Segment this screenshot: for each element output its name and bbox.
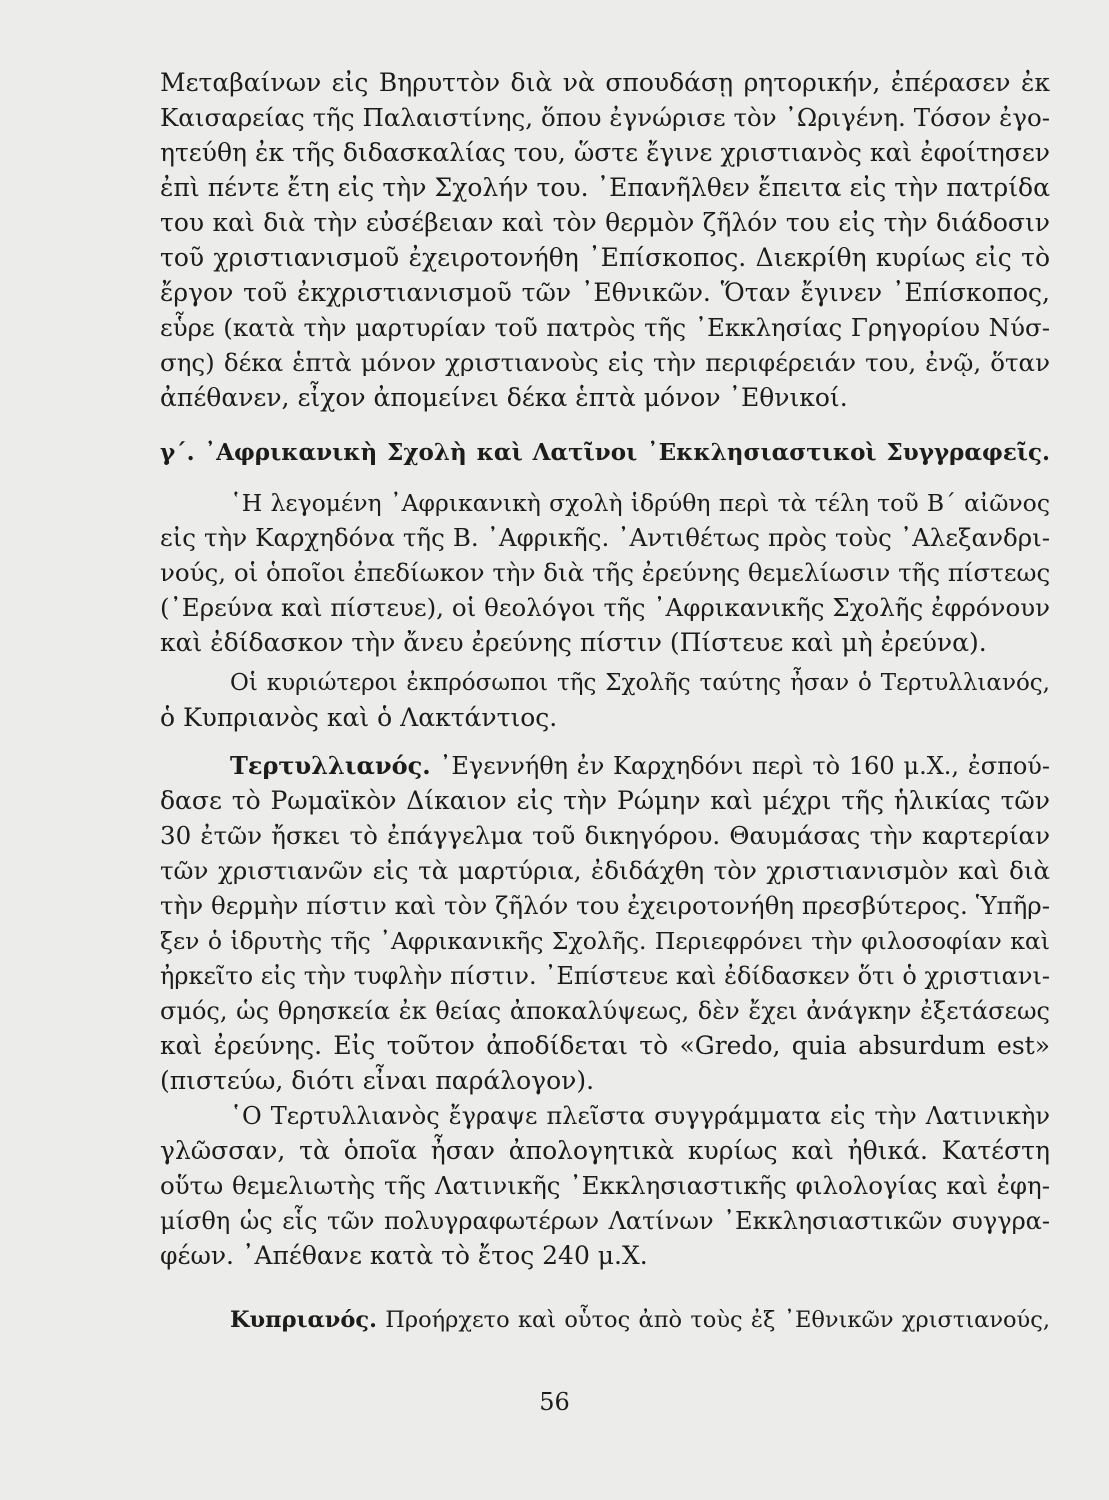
text-line: Μεταβαίνων εἰς Βηρυττὸν διὰ νὰ σπουδάσῃ ρητορικήν, ἐπέρασεν ἐκ (160, 68, 1050, 97)
section-heading: γ΄. ᾿Αφρικανικὴ Σχολὴ καὶ Λατῖνοι ᾿Εκκλησιαστικοὶ Συγγραφεῖς. (160, 439, 1050, 466)
text-line: μίσθη ὡς εἷς τῶν πολυγραφωτέρων Λατίνων ᾿Εκκλησιαστικῶν συγγρα- (160, 1207, 1050, 1235)
text-line: τῶν χριστιανῶν εἰς τὰ μαρτύρια, ἐδιδάχθη τὸν χριστιανισμὸν καὶ διὰ (160, 856, 1050, 885)
text-line: καὶ ἐδίδασκον τὴν ἄνευ ἐρεύνης πίστιν (Πίστευε καὶ μὴ ἐρεύνα). (160, 628, 987, 657)
text-line: τοῦ χριστιανισμοῦ ἐχειροτονήθη ᾿Επίσκοπος. Διεκρίθη κυρίως εἰς τὸ (160, 243, 1050, 272)
text-line: του καὶ διὰ τὴν εὐσέβειαν καὶ τὸν θερμὸν ζῆλόν του εἰς τὴν διάδοσιν (160, 208, 1050, 237)
text-line: νούς, οἱ ὁποῖοι ἐπεδίωκον τὴν διὰ τῆς ἐρεύνης θεμελίωσιν τῆς πίστεως (160, 558, 1051, 587)
text-line (230, 1305, 1050, 1335)
text-line: Οἱ κυριώτεροι ἐκπρόσωποι τῆς Σχολῆς ταύτης ἦσαν ὁ Τερτυλλιανός, (230, 670, 1050, 696)
text-line: Καισαρείας τῆς Παλαιστίνης, ὅπου ἐγνώρισε τὸν ᾿Ωριγένη. Τόσον ἐγο- (160, 103, 1050, 132)
text-line: ῾Ο Τερτυλλιανὸς ἔγραψε πλεῖστα συγγράμματα εἰς τὴν Λατινικὴν (230, 1102, 1050, 1130)
text-line: ὁ Κυπριανὸς καὶ ὁ Λακτάντιος. (160, 703, 558, 732)
text-line: ῾Η λεγομένη ᾿Αφρικανικὴ σχολὴ ἱδρύθη περὶ τὰ τέλη τοῦ Β΄ αἰῶνος (230, 489, 1050, 517)
text-line: ἠρκεῖτο εἰς τὴν τυφλὴν πίστιν. ᾿Επίστευε καὶ ἐδίδασκεν ὅτι ὁ χριστιανι- (160, 962, 1050, 990)
entry-name-cyprian: Κυπριανός. (230, 1307, 377, 1333)
text-line: γλῶσσαν, τὰ ὁποῖα ἦσαν ἀπολογητικὰ κυρίως καὶ ἠθικά. Κατέστη (160, 1136, 1050, 1165)
text-line: 30 ἐτῶν ἤσκει τὸ ἐπάγγελμα τοῦ δικηγόρου. Θαυμάσας τὴν καρτερίαν (160, 821, 1050, 850)
text-line: ξεν ὁ ἱδρυτὴς τῆς ᾿Αφρικανικῆς Σχολῆς. Περιεφρόνει τὴν φιλοσοφίαν καὶ (160, 927, 1050, 955)
text-span: Προήρχετο καὶ οὗτος ἀπὸ τοὺς ἐξ ᾿Εθνικῶν χριστιανούς, (376, 1307, 1050, 1333)
text-line: ἔργον τοῦ ἐκχριστιανισμοῦ τῶν ᾿Εθνικῶν. Ὅταν ἔγινεν ᾿Επίσκοπος, (160, 278, 1050, 307)
text-line: οὕτω θεμελιωτὴς τῆς Λατινικῆς ᾿Εκκλησιαστικῆς φιλολογίας καὶ ἐφη- (160, 1171, 1050, 1200)
entry-name-tertullian: Τερτυλλιανός. (230, 751, 431, 780)
text-line: ἐπὶ πέντε ἔτη εἰς τὴν Σχολήν του. ᾿Επανῆλθεν ἔπειτα εἰς τὴν πατρίδα (160, 173, 1050, 202)
text-line: φέων. ᾿Απέθανε κατὰ τὸ ἔτος 240 μ.Χ. (160, 1241, 648, 1270)
text-line: τὴν θερμὴν πίστιν καὶ τὸν ζῆλόν του ἐχειροτονήθη πρεσβύτερος. Ὑπῆρ- (160, 891, 1050, 920)
text-line: καὶ ἐρεύνης. Εἰς τοῦτον ἀποδίδεται τὸ «Gredo, quia absurdum est» (160, 1031, 1050, 1060)
page-number: 56 (539, 1388, 570, 1416)
text-line: (᾿Ερεύνα καὶ πίστευε), οἱ θεολόγοι τῆς ᾿Αφρικανικῆς Σχολῆς ἐφρόνουν (160, 593, 1050, 622)
text-line: (πιστεύω, διότι εἶναι παράλογον). (160, 1066, 595, 1095)
text-line: σμός, ὡς θρησκεία ἐκ θείας ἀποκαλύψεως, δὲν ἔχει ἀνάγκην ἐξετάσεως (160, 997, 1050, 1025)
text-line: δασε τὸ Ρωμαϊκὸν Δίκαιον εἰς τὴν Ρώμην καὶ μέχρι τῆς ἡλικίας τῶν (160, 786, 1050, 815)
text-line: σης) δέκα ἑπτὰ μόνον χριστιανοὺς εἰς τὴν περιφέρειάν του, ἐνῷ, ὅταν (160, 348, 1050, 377)
text-line: ητεύθη ἐκ τῆς διδασκαλίας του, ὥστε ἔγινε χριστιανὸς καὶ ἐφοίτησεν (160, 138, 1050, 167)
text-span: ᾿Εγεννήθη ἐν Καρχηδόνι περὶ τὸ 160 μ.Χ., ἐσπού- (430, 752, 1050, 780)
text-line (230, 751, 1050, 781)
text-line: εὗρε (κατὰ τὴν μαρτυρίαν τοῦ πατρὸς τῆς ᾿Εκκλησίας Γρηγορίου Νύσ- (160, 313, 1050, 342)
text-line: εἰς τὴν Καρχηδόνα τῆς Β. ᾿Αφρικῆς. ᾿Αντιθέτως πρὸς τοὺς ᾿Αλεξανδρι- (160, 523, 1050, 552)
text-line: ἀπέθανεν, εἶχον ἀπομείνει δέκα ἑπτὰ μόνον ᾿Εθνικοί. (160, 383, 848, 412)
